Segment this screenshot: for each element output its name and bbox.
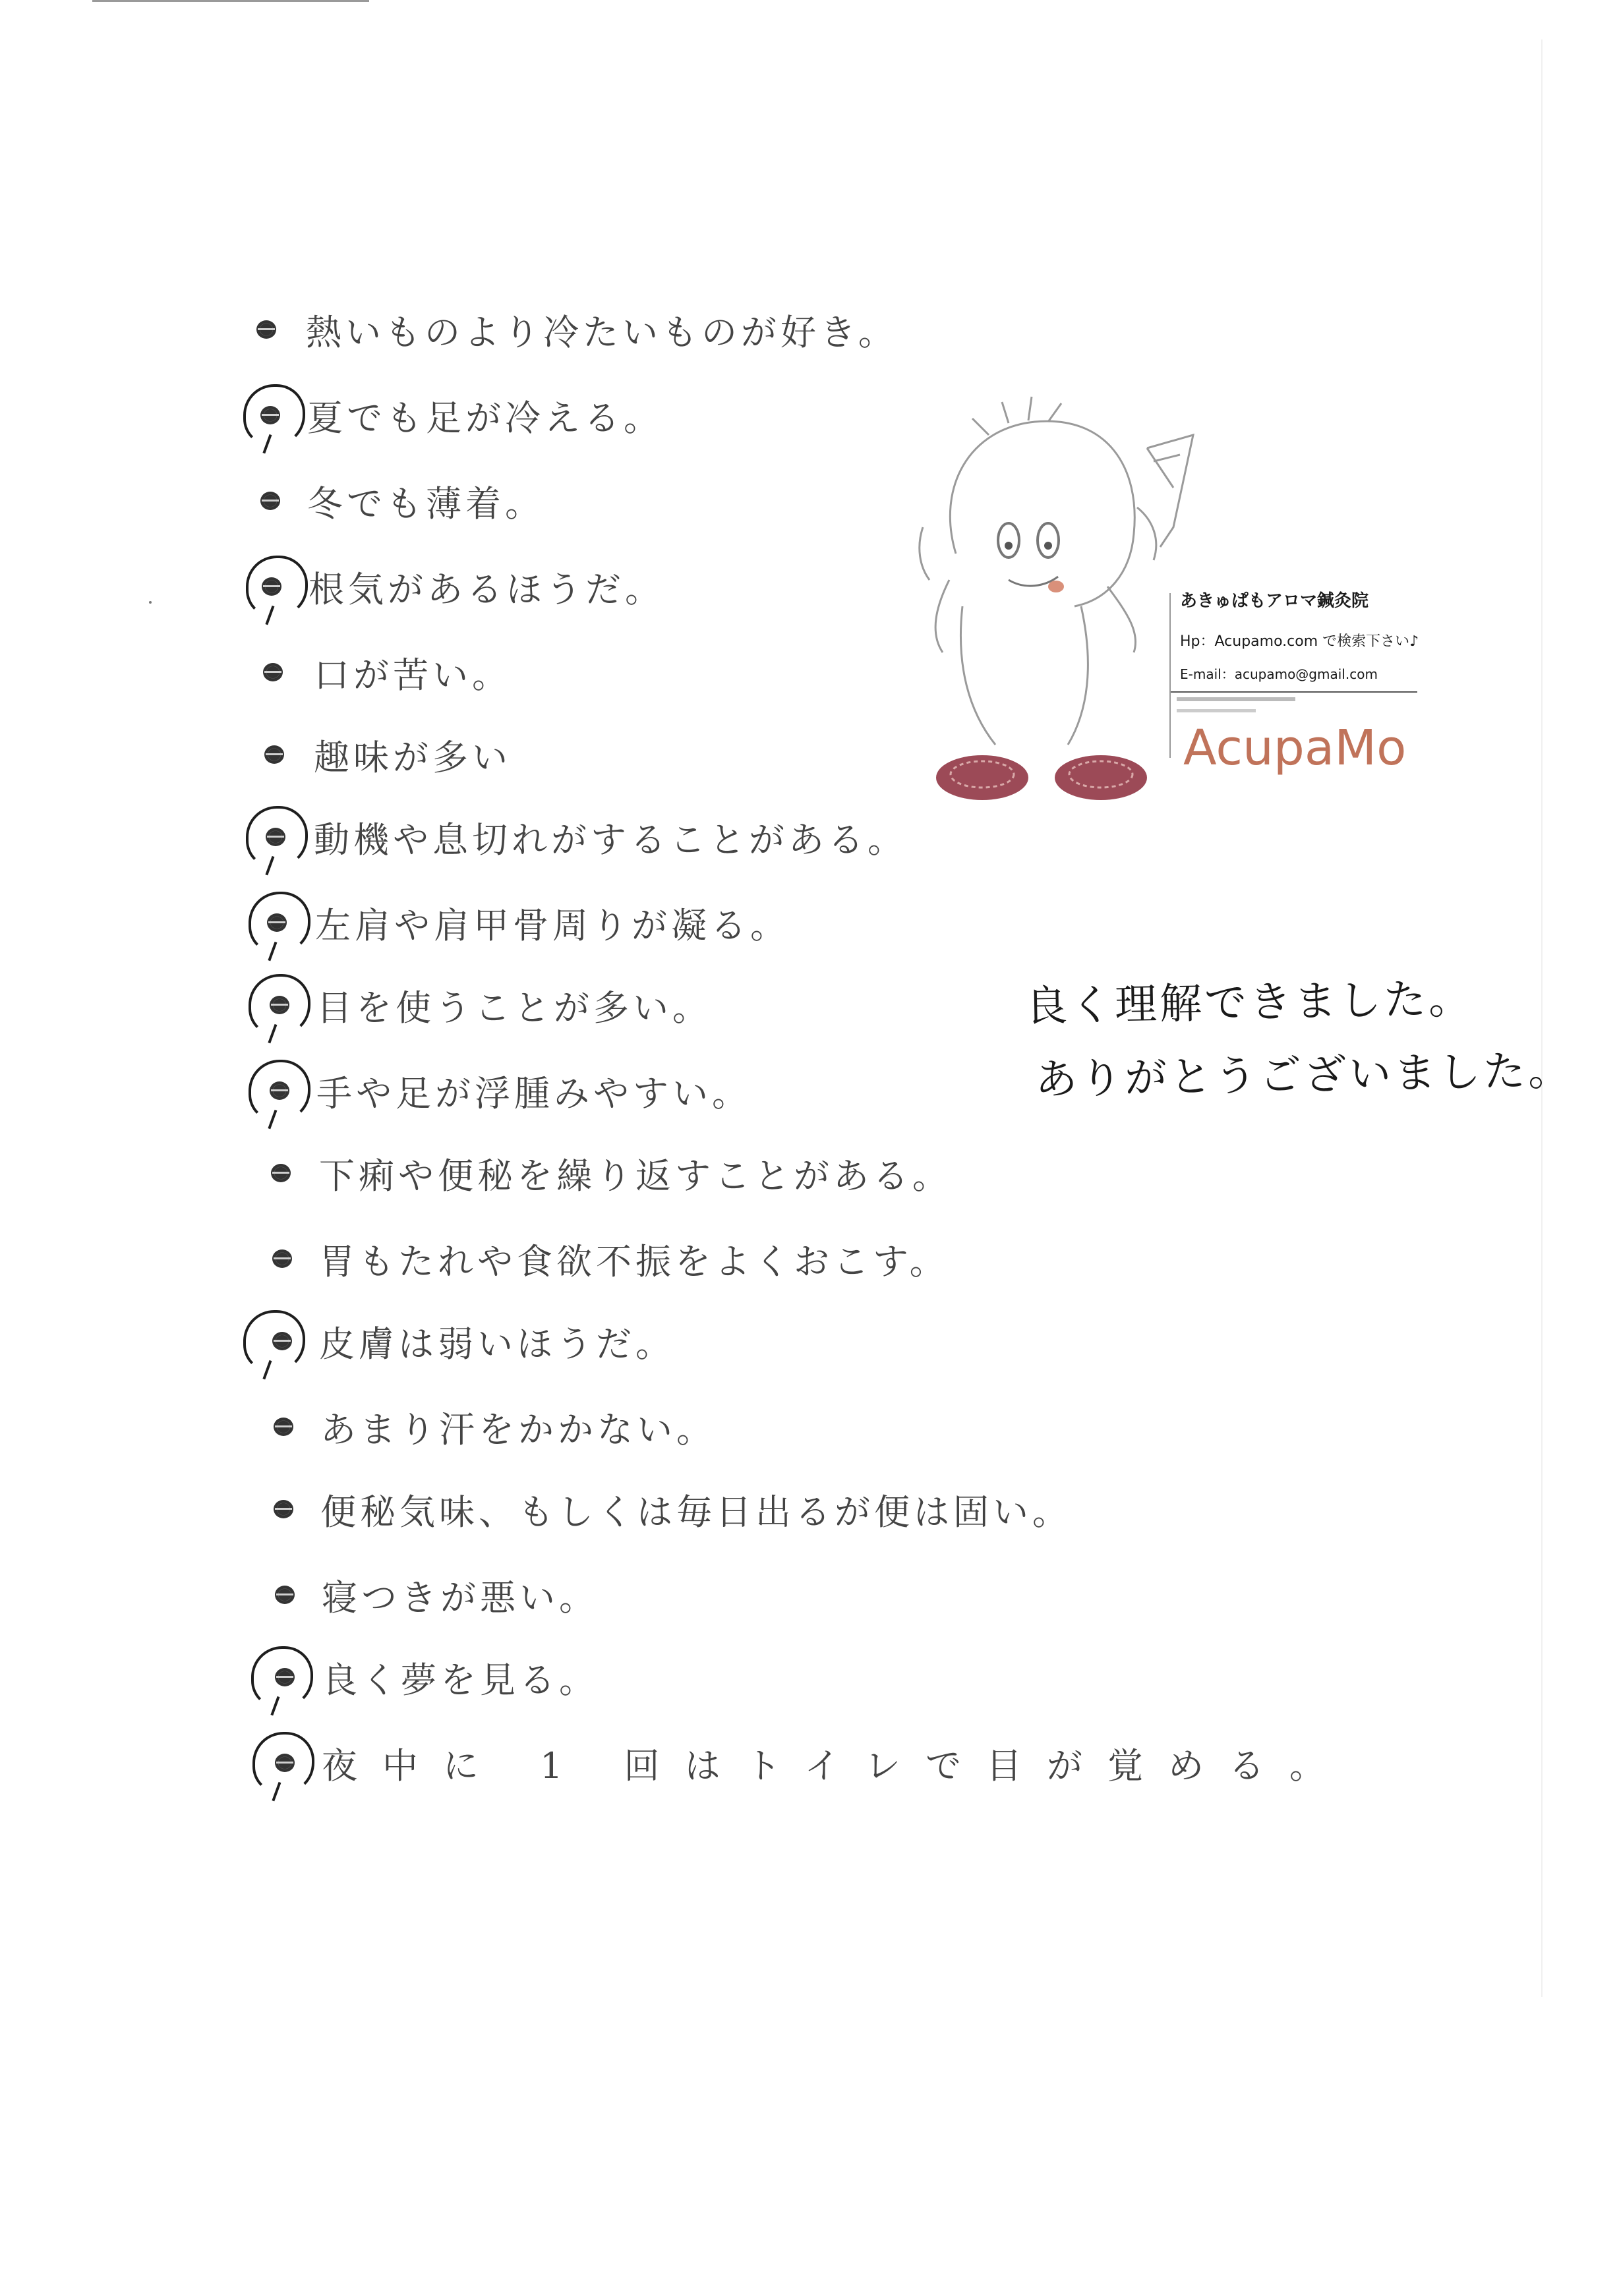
bullet-dot: [274, 1418, 293, 1436]
checklist-item-label: 夜中に 1 回はトイレで目が覚める。: [322, 1744, 1350, 1787]
checklist-item-label: 冬でも薄着。: [307, 482, 545, 525]
handwritten-note-line-2: ありがとうございました。: [1034, 1046, 1574, 1105]
bullet-dot: [275, 1754, 295, 1772]
bullet-dot: [264, 745, 284, 764]
bullet-dot: [260, 492, 280, 510]
checklist-item-label: 目を使うことが多い。: [316, 987, 712, 1029]
checklist-item-label: 胃もたれや食欲不振をよくおこす。: [319, 1240, 949, 1282]
checklist-item-label: 動機や息切れがすることがある。: [314, 818, 907, 861]
checklist-item-label: 寝つきが悪い。: [322, 1576, 599, 1619]
handwritten-note-line-1: 良く理解できました。: [1024, 975, 1474, 1031]
bullet-dot: [267, 913, 287, 932]
checklist-item-label: 根気があるほうだ。: [309, 568, 664, 610]
checklist-item-label: 熱いものより冷たいものが好き。: [306, 311, 898, 353]
clinic-email: E-mail：acupamo@gmail.com: [1180, 666, 1378, 682]
bullet-dot: [270, 996, 289, 1014]
clinic-stamp: [910, 389, 1437, 817]
bullet-dot: [266, 828, 285, 846]
checklist-item-label: 左肩や肩甲骨周りが凝る。: [315, 904, 790, 946]
bullet-dot: [270, 1081, 289, 1100]
checklist-item-label: 良く夢を見る。: [322, 1659, 599, 1701]
bullet-dot: [272, 1249, 292, 1268]
bullet-dot: [263, 663, 283, 681]
bullet-dot: [271, 1164, 291, 1182]
mascot-illustration: [910, 389, 1437, 817]
clinic-name: あきゅぱもアロマ鍼灸院: [1180, 591, 1369, 611]
checklist-item-label: 趣味が多い: [314, 736, 512, 778]
checklist-item-label: 皮膚は弱いほうだ。: [319, 1323, 675, 1365]
bullet-dot: [274, 1500, 293, 1518]
bullet-dot: [272, 1332, 292, 1350]
bullet-dot: [260, 406, 280, 424]
acupamo-logo: AcupaMo: [1183, 720, 1407, 776]
checklist-item-label: 便秘気味、もしくは毎日出るが便は固い。: [320, 1491, 1072, 1533]
clinic-hp: Hp：Acupamo.com で検索下さい♪: [1180, 633, 1419, 650]
checklist-item-label: 下痢や便秘を繰り返すことがある。: [319, 1155, 952, 1197]
checklist-item-label: 手や足が浮腫みやすい。: [316, 1072, 751, 1114]
bullet-dot: [275, 1586, 295, 1604]
checklist-item-label: 夏でも足が冷える。: [307, 397, 663, 439]
checklist-item-label: あまり汗をかかない。: [320, 1408, 716, 1450]
checklist-item-label: 口が苦い。: [314, 654, 512, 696]
bullet-dot: [256, 320, 276, 339]
bullet-dot: [262, 577, 281, 596]
bullet-dot: [275, 1668, 295, 1686]
